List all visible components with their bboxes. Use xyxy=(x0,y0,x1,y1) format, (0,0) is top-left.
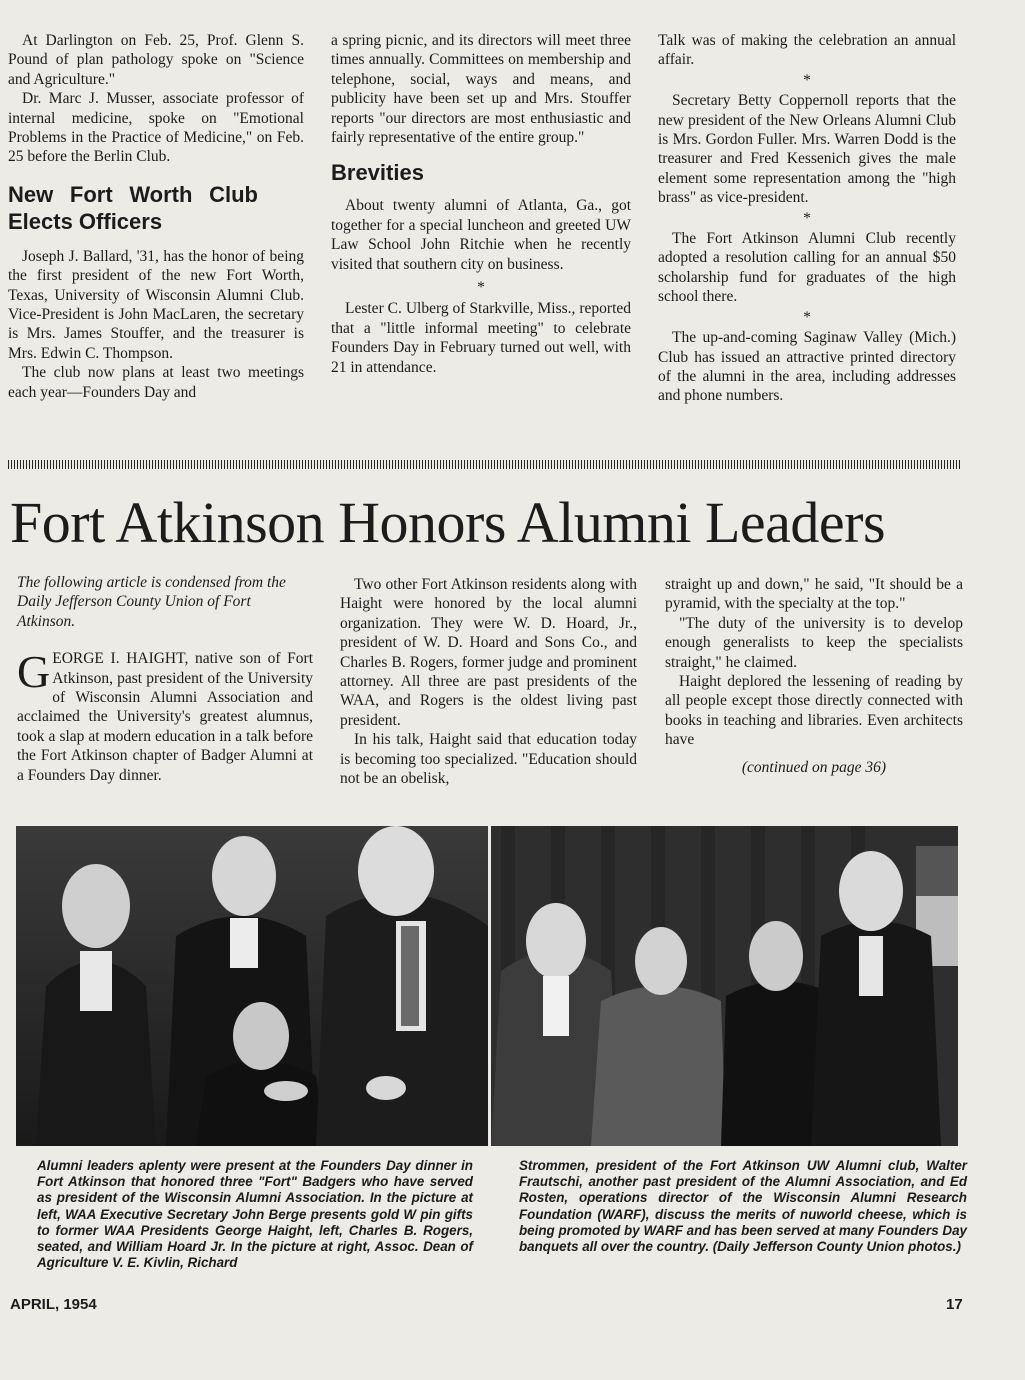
photo-caption-left: Alumni leaders aplenty were present at the Founders Day dinner in Fort Atkinson that honored three "Fort" Badgers who have served as president of the Wisconsin Alumni Association. In the picture at left, WAA Executive Secretary John Berge presents gold W pin gifts to former WAA Presidents George Haight, left, Charles B. Rogers, seated, and William Hoard Jr. In the picture at right, Assoc. Dean of Agriculture V. E. Kivlin, Richard xyxy=(37,1158,473,1271)
article-column-1 xyxy=(17,573,313,785)
paragraph-fort-atkinson-club: The Fort Atkinson Alumni Club recently adopted a resolution calling for an annual $50 scholarship fund for graduates of the high school there. xyxy=(658,230,956,306)
photo-left xyxy=(16,826,488,1146)
article-column-2 xyxy=(340,575,637,788)
photo-left-image xyxy=(16,826,488,1146)
heading-brevities: Brevities xyxy=(331,160,424,186)
continued-note: (continued on page 36) xyxy=(741,758,887,776)
lead-note: The following article is condensed from the Daily Jefferson County Union of Fort Atkinson. xyxy=(17,574,286,630)
paragraph-haight-intro: GEORGE I. HAIGHT, native son of Fort Atkinson, past president of the University of Wisconsin Alumni Association and acclaimed the University's greatest alumnus, took a slap at modern education in a talk before the Fort Atkinson chapter of Badger Alumni at a Founders Day dinner. xyxy=(17,646,313,784)
decorative-rule xyxy=(8,460,961,469)
paragraph-honorees: Two other Fort Atkinson residents along with Haight were honored by the local alumni organization. They were W. D. Hoard, Jr., president of W. D. Hoard and Sons Co., and Charles B. Rogers, former judge and prominent attorney. All three are past presidents of the WAA, and Rogers is the oldest living past president. xyxy=(340,576,637,729)
column-3 xyxy=(658,31,956,406)
photo-caption-right: Strommen, president of the Fort Atkinson UW Alumni club, Walter Frautschi, another past president of the Alumni Association, and Ed Rosten, operations director of the Wisconsin Alumni Research Foundation (WARF), discuss the merits of nuworld cheese, which is being promoted by WARF and has been served at many Founders Day banquets all over the country. (Daily Jefferson County Union photos.) xyxy=(519,1158,967,1255)
heading-fort-worth: New Fort Worth Club Elects Officers xyxy=(8,181,258,234)
paragraph-darlington: At Darlington on Feb. 25, Prof. Glenn S. Pound of plan pathology spoke on "Science and Agriculture." xyxy=(8,32,304,88)
issue-date: APRIL, 1954 xyxy=(10,1296,97,1313)
paragraph-ulberg: Lester C. Ulberg of Starkville, Miss., reported that a "little informal meeting" to celebrate Founders Day in February turned out well, with 21 in attendance. xyxy=(331,300,631,376)
article-column-3 xyxy=(665,575,963,777)
paragraph-new-orleans: Secretary Betty Coppernoll reports that the new president of the New Orleans Alumni Club is Mrs. Gordon Fuller. Mrs. Warren Dodd is the treasurer and Fred Kessenich gives the male element some representation among the "high brass" as vice-president. xyxy=(658,92,956,207)
drop-cap: G xyxy=(17,646,51,698)
article-title: Fort Atkinson Honors Alumni Leaders xyxy=(10,490,886,555)
separator-star: * xyxy=(803,308,811,326)
paragraph-generalists: "The duty of the university is to develop enough generalists to keep the specialists straight," he claimed. xyxy=(665,614,963,671)
paragraph-ballard: Joseph J. Ballard, '31, has the honor of being the first president of the new Fort Worth, Texas, University of Wisconsin Alumni Club. Vice-President is John MacLaren, the secretary is Mrs. James Stouffer, and the treasurer is Mrs. Edwin C. Thompson. xyxy=(8,247,304,362)
photo-right-image xyxy=(491,826,958,1146)
paragraph-annual-affair: Talk was of making the celebration an annual affair. xyxy=(658,32,956,69)
separator-star: * xyxy=(803,209,811,227)
column-1 xyxy=(8,31,304,402)
separator-star: * xyxy=(803,71,811,89)
page-number: 17 xyxy=(946,1296,963,1313)
paragraph-picnic: a spring picnic, and its directors will meet three times annually. Committees on membership and telephone, social, ways and means, and publicity have been set up and Mrs. Stouffer reports "our directors are most enthusiastic and fairly representative of the entire group." xyxy=(331,32,631,147)
column-2 xyxy=(331,31,631,377)
paragraph-specialized: In his talk, Haight said that education today is becoming too specialized. "Education should not be an obelisk, xyxy=(340,731,637,788)
paragraph-pyramid: straight up and down," he said, "It should be a pyramid, with the specialty at the top." xyxy=(665,576,963,613)
paragraph-saginaw: The up-and-coming Saginaw Valley (Mich.) Club has issued an attractive printed directory of the alumni in the area, including addresses and phone numbers. xyxy=(658,329,956,405)
paragraph-reading: Haight deplored the lessening of reading by all people except those directly connected with books in teaching and libraries. Even architects have xyxy=(665,673,963,749)
paragraph-musser: Dr. Marc J. Musser, associate professor of internal medicine, spoke on "Emotional Problems in the Practice of Medicine," on Feb. 25 before the Berlin Club. xyxy=(8,90,304,166)
separator-star: * xyxy=(477,279,485,297)
paragraph-club-plans: The club now plans at least two meetings each year—Founders Day and xyxy=(8,364,304,401)
paragraph-atlanta: About twenty alumni of Atlanta, Ga., got together for a special luncheon and greeted UW Law School John Ritchie when he recently visited that southern city on business. xyxy=(331,197,631,273)
photo-right xyxy=(491,826,958,1146)
